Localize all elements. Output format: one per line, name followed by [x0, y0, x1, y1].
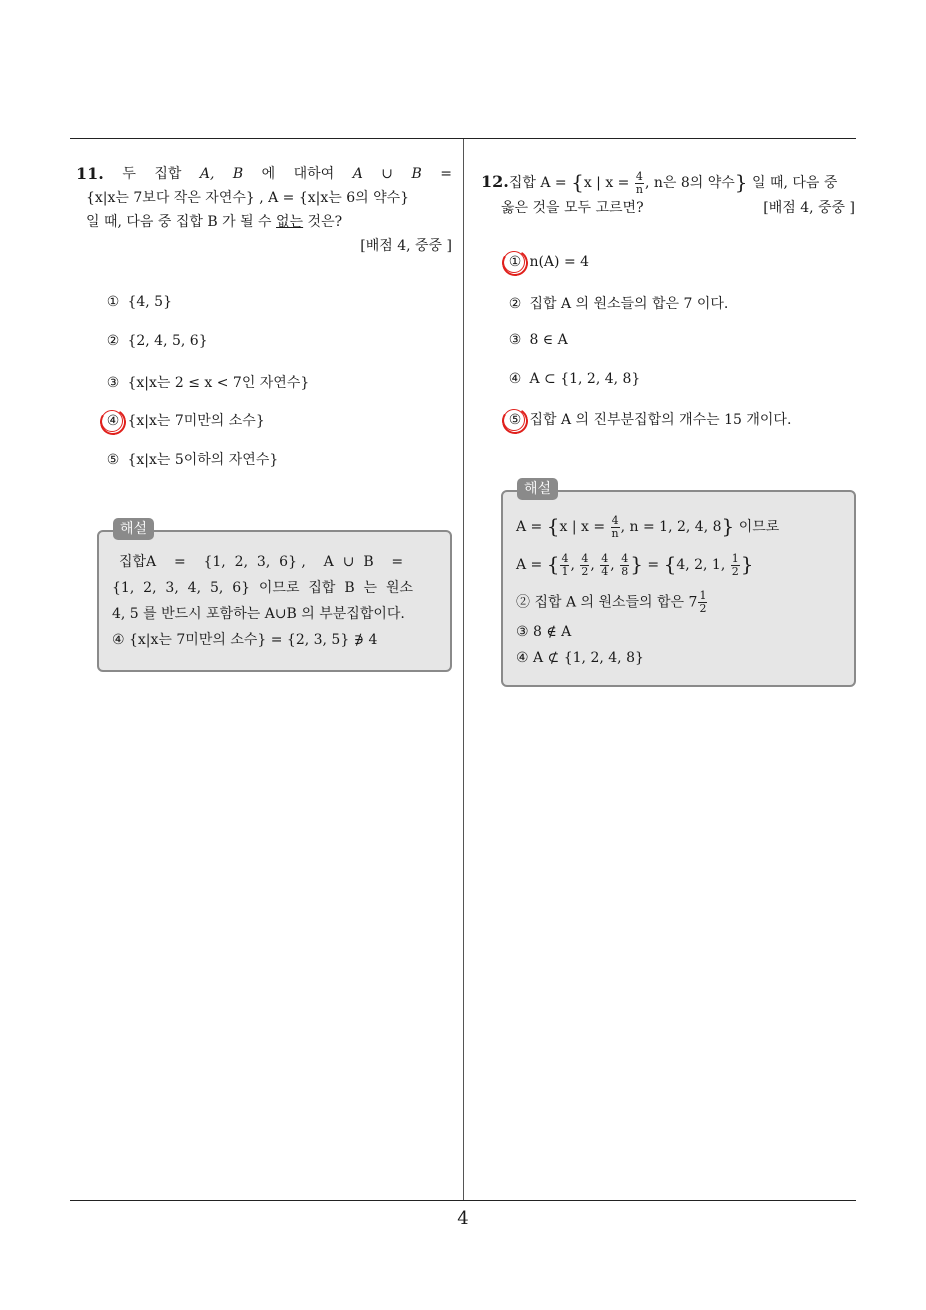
option-text: 8 ∈ A — [529, 332, 568, 348]
q12-option-4[interactable] — [505, 371, 640, 387]
q12-line1-pre: 집합 A = — [508, 175, 572, 191]
sol-text: A = — [516, 557, 547, 573]
option-text: {4, 5} — [127, 294, 172, 310]
sol-text: ② 집합 A 의 원소들의 합은 7 — [516, 594, 698, 611]
q12-set-condition: , n은 8의 약수 — [644, 175, 735, 191]
sol-text: , n = 1, 2, 4, 8 — [620, 519, 722, 535]
frac-numerator: 1 — [731, 551, 739, 565]
page-number: 4 — [457, 1208, 469, 1229]
option-text: 집합 A 의 원소들의 합은 7 이다. — [529, 296, 729, 312]
q11-solution-line-2: {1, 2, 3, 4, 5, 6} 이므로 집합 B 는 원소 — [112, 580, 413, 596]
frac-numerator: 4 — [581, 551, 589, 565]
q12-solution-line-2: A = { $\frac{4}{1}$ , $\frac{4}{2}$ , $\frac{4}{4}$ , $\frac{4}{8}$ } = {4, 2, 1, $\frac{1}{2}$ } — [516, 551, 754, 578]
option-mark: ④ — [508, 371, 522, 387]
q11-word: 집합 — [154, 166, 182, 182]
q11-line3 — [76, 210, 452, 234]
brace-open: { — [546, 514, 560, 538]
q11-option-1[interactable] — [103, 294, 172, 310]
q11-solution-box — [97, 530, 452, 672]
sol-fraction — [698, 590, 707, 615]
option-text: A ⊂ {1, 2, 4, 8} — [529, 371, 641, 387]
q11-number: 11. — [76, 164, 104, 183]
frac-denominator: 8 — [621, 564, 629, 578]
q12-option-5[interactable] — [505, 409, 791, 429]
sol-fraction — [620, 553, 629, 578]
q11-word: = — [440, 166, 452, 182]
frac-numerator: 4 — [611, 513, 619, 527]
q11-word: 에 — [261, 166, 276, 182]
q12-line2 — [481, 196, 859, 220]
q11-points: [배점 4, 중중 ] — [360, 238, 452, 254]
option-mark: ⑤ — [106, 452, 120, 468]
option-mark: ② — [106, 333, 120, 349]
q12-set-builder: x | x = — [583, 175, 634, 191]
sol-text: = — [642, 557, 664, 573]
q11-line3-post: 것은? — [303, 214, 343, 230]
brace-close: } — [740, 552, 754, 576]
question-11-stem — [76, 162, 452, 258]
q12-line1 — [481, 170, 859, 196]
option-text: {x|x는 2 ≤ x < 7인 자연수} — [127, 375, 310, 391]
circled-option-mark: ⑤ — [505, 412, 525, 428]
q12-line1-post: 일 때, 다음 중 — [747, 175, 838, 191]
sol-fraction — [600, 553, 609, 578]
brace-close: } — [721, 514, 735, 538]
q11-option-2[interactable] — [103, 333, 208, 349]
option-text: {2, 4, 5, 6} — [127, 333, 208, 349]
frac-numerator: 4 — [601, 551, 609, 565]
column-divider — [463, 139, 464, 1200]
q11-solution-line-4: ④ {x|x는 7미만의 소수} = {2, 3, 5} ∌ 4 — [112, 632, 378, 648]
q11-solution-line-3: 4, 5 를 반드시 포함하는 A∪B 의 부분집합이다. — [112, 606, 405, 622]
brace-close: } — [734, 170, 748, 194]
q11-word: B — [411, 166, 422, 182]
q11-option-3[interactable] — [103, 372, 309, 392]
q12-solution-line-3 — [516, 590, 708, 615]
q12-number: 12. — [481, 172, 509, 191]
brace-open: { — [546, 552, 560, 576]
q11-word: B — [232, 166, 244, 182]
option-text: n(A) = 4 — [529, 254, 590, 270]
option-text: {x|x는 5이하의 자연수} — [127, 452, 279, 468]
frac-numerator: 4 — [561, 551, 569, 565]
q11-word: 대하여 — [293, 166, 335, 182]
q12-line2-text: 옳은 것을 모두 고르면? — [501, 199, 644, 216]
frac-denominator: n — [611, 526, 619, 540]
q11-option-5[interactable] — [103, 449, 278, 469]
q11-underlined-word: 없는 — [276, 214, 304, 230]
q11-line3-pre: 일 때, 다음 중 집합 B 가 될 수 — [86, 214, 277, 230]
q11-line1 — [76, 162, 452, 186]
q11-option-4[interactable] — [103, 410, 265, 430]
frac-denominator: 2 — [581, 564, 589, 578]
q11-word: 두 — [122, 166, 136, 182]
q12-solution-tag: 해설 — [517, 478, 558, 500]
q12-fraction — [635, 171, 644, 196]
sol-fraction — [611, 515, 620, 540]
sol-text: 이므로 — [734, 519, 780, 535]
brace-open: { — [663, 552, 677, 576]
sol-fraction — [560, 553, 569, 578]
option-mark: ② — [508, 296, 522, 312]
brace-close: } — [630, 552, 643, 576]
option-mark: ③ — [106, 375, 120, 391]
frac-denominator: n — [635, 182, 643, 196]
frac-denominator: 4 — [601, 564, 609, 578]
frac-numerator: 4 — [635, 169, 643, 183]
sol-text: 4, 2, 1, — [676, 557, 730, 573]
q11-word: A, — [199, 166, 215, 182]
q12-solution-line-1 — [516, 514, 779, 540]
q11-line2: {x|x는 7보다 작은 자연수} , A = {x|x는 6의 약수} — [86, 190, 410, 206]
question-12-stem — [481, 170, 859, 220]
q12-points: [배점 4, 중중 ] — [763, 199, 855, 216]
sol-text: x | x = — [559, 519, 610, 535]
frac-numerator: 1 — [699, 589, 707, 602]
circled-option-mark: ① — [505, 254, 525, 270]
q11-word: ∪ — [381, 166, 394, 182]
q11-word: A — [352, 166, 363, 182]
option-text: 집합 A 의 진부분집합의 개수는 15 개이다. — [529, 412, 792, 428]
q12-option-2[interactable] — [505, 293, 728, 313]
q12-option-3[interactable] — [505, 332, 568, 348]
q12-solution-line-5: ④ A ⊄ {1, 2, 4, 8} — [516, 650, 644, 666]
option-mark: ③ — [508, 332, 522, 348]
bottom-rule — [70, 1200, 856, 1201]
q12-solution-box — [501, 490, 856, 687]
frac-denominator: 1 — [561, 564, 569, 578]
brace-open: { — [571, 170, 584, 194]
q12-option-1[interactable] — [505, 254, 589, 270]
q12-solution-line-4: ③ 8 ∉ A — [516, 624, 572, 640]
frac-denominator: 2 — [699, 602, 707, 615]
circled-option-mark: ④ — [103, 413, 123, 429]
sol-fraction — [731, 553, 740, 578]
q11-solution-line-1: 집합A = {1, 2, 3, 6} , A ∪ B = — [119, 554, 404, 570]
sol-fraction — [580, 553, 589, 578]
option-text: {x|x는 7미만의 소수} — [127, 413, 265, 429]
q11-solution-tag: 해설 — [113, 518, 154, 540]
sol-text: A = — [516, 519, 547, 535]
option-mark: ① — [106, 294, 120, 310]
frac-denominator: 2 — [731, 564, 739, 578]
frac-numerator: 4 — [621, 551, 629, 565]
